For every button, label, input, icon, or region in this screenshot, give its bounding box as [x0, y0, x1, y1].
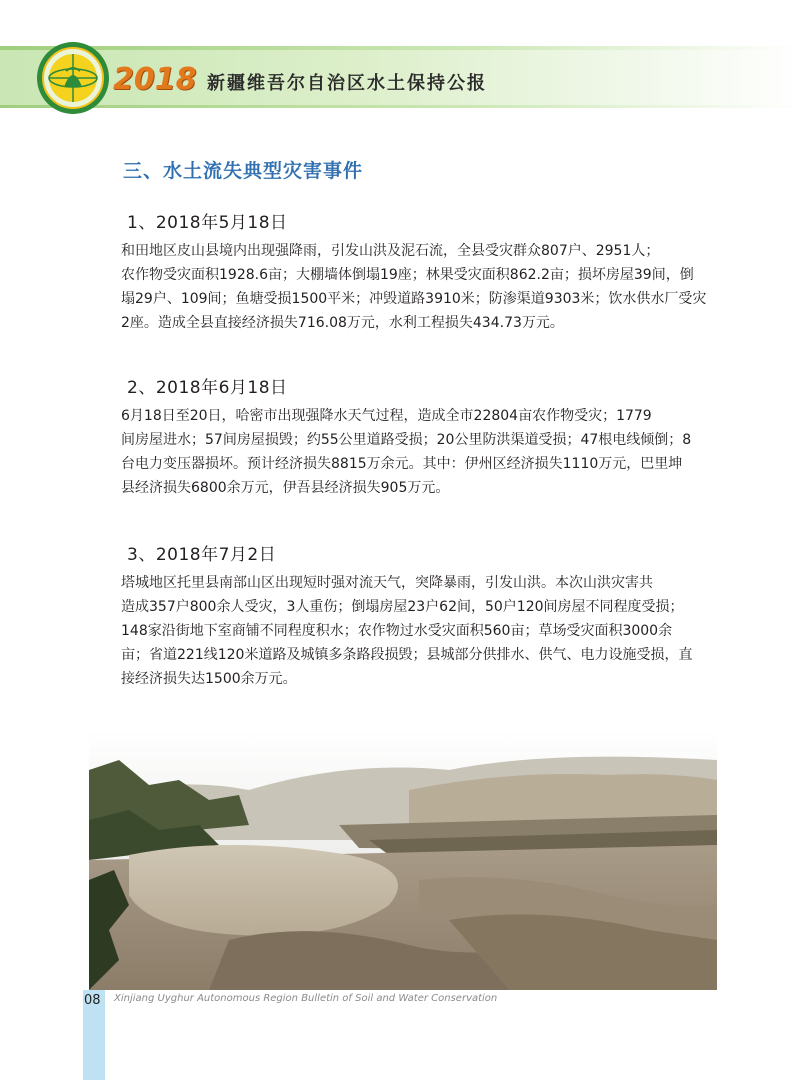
event-line: 台电力变压器损坏。预计经济损失8815万余元。其中：伊州区经济损失1110万元，巴里坤 [121, 456, 683, 472]
event-line: 2座。造成全县直接经济损失716.08万元，水利工程损失434.73万元。 [121, 315, 564, 331]
event-body [121, 571, 721, 691]
event-line: 148家沿街地下室商铺不同程度积水；农作物过水受灾面积560亩；草场受灾面积3000余 [121, 623, 673, 639]
page-number: 08 [84, 993, 101, 1008]
header-title: 新疆维吾尔自治区水土保持公报 [207, 73, 487, 94]
footer-caption: Xinjiang Uyghur Autonomous Region Bulletin of Soil and Water Conservation [114, 993, 498, 1004]
event-line: 塌29户、109间；鱼塘受损1500平米；冲毁道路3910米；防渗渠道9303米；饮水供水厂受灾 [121, 291, 707, 307]
event-line: 6月18日至20日，哈密市出现强降水天气过程，造成全市22804亩农作物受灾；1779 [121, 408, 652, 424]
header-bottom-rule [0, 105, 801, 108]
header-year: 2018 [113, 62, 197, 97]
event-line: 造成357户800余人受灾，3人重伤；倒塌房屋23户62间，50户120间房屋不同程度受损； [121, 599, 684, 615]
flood-damage-photo [89, 730, 717, 990]
event-line: 亩；省道221线120米道路及城镇多条路段损毁；县城部分供排水、供气、电力设施受损，直 [121, 647, 693, 663]
event-title: 1、2018年5月18日 [127, 213, 288, 233]
soil-water-conservation-emblem-icon [36, 41, 110, 115]
event-title: 3、2018年7月2日 [127, 545, 277, 565]
event-2 [121, 373, 721, 500]
event-3 [121, 540, 721, 691]
event-title: 2、2018年6月18日 [127, 378, 288, 398]
event-line: 县经济损失6800余万元，伊吾县经济损失905万元。 [121, 480, 450, 496]
event-body [121, 404, 721, 500]
event-body [121, 239, 721, 335]
event-1 [121, 208, 721, 335]
header-top-rule [0, 46, 801, 50]
event-line: 农作物受灾面积1928.6亩；大棚墙体倒塌19座；林果受灾面积862.2亩；损坏房屋39间，倒 [121, 267, 694, 283]
event-line: 接经济损失达1500余万元。 [121, 671, 297, 687]
event-line: 和田地区皮山县境内出现强降雨，引发山洪及泥石流，全县受灾群众807户、2951人； [121, 243, 660, 259]
event-line: 塔城地区托里县南部山区出现短时强对流天气，突降暴雨，引发山洪。本次山洪灾害共 [121, 575, 653, 591]
event-line: 间房屋进水；57间房屋损毁；约55公里道路受损；20公里防洪渠道受损；47根电线倾倒；8 [121, 432, 692, 448]
section-heading: 三、水土流失典型灾害事件 [123, 160, 364, 182]
